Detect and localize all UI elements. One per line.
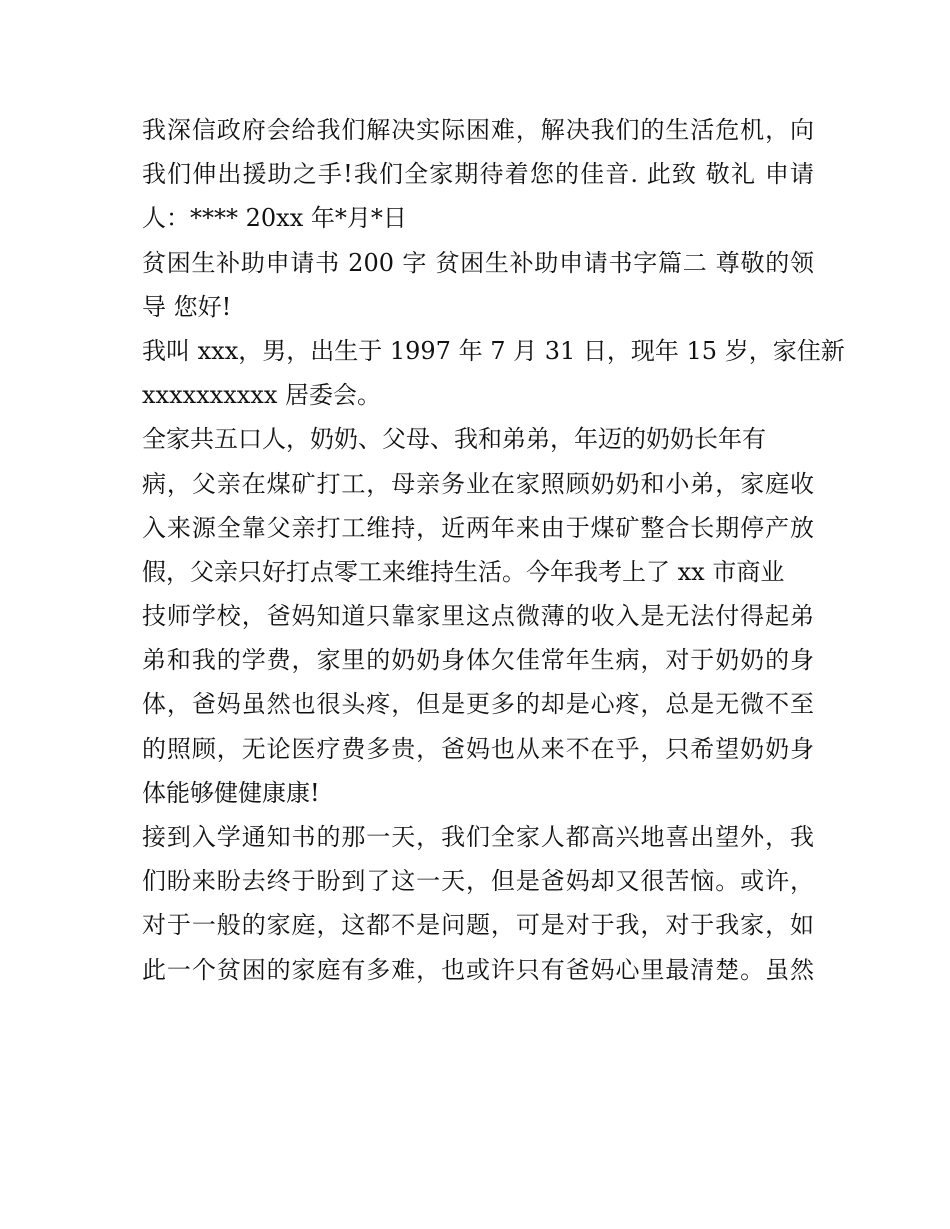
- text-line: 我深信政府会给我们解决实际困难，解决我们的生活危机，向: [142, 116, 814, 144]
- text-line: 的照顾，无论医疗费多贵，爸妈也从来不在乎，只希望奶奶身: [142, 734, 814, 763]
- text-line: 我们伸出援助之手!我们全家期待着您的佳音. 此致 敬礼 申请: [142, 160, 814, 189]
- text-line: 体，爸妈虽然也很头疼，但是更多的却是心疼，总是无微不至: [142, 690, 814, 719]
- text-line: 弟和我的学费，家里的奶奶身体欠佳常年生病，对于奶奶的身: [142, 646, 814, 675]
- text-line: 体能够健健康康!: [142, 778, 320, 807]
- text-line: 我叫 xxx，男，出生于 1997 年 7 月 31 日，现年 15 岁，家住新: [142, 336, 845, 365]
- text-line: 贫困生补助申请书 200 字 贫困生补助申请书字篇二 尊敬的领: [142, 248, 814, 277]
- text-line: 接到入学通知书的那一天，我们全家人都高兴地喜出望外，我: [142, 823, 814, 851]
- text-line: 全家共五口人，奶奶、父母、我和弟弟，年迈的奶奶长年有: [142, 425, 766, 454]
- text-line: 此一个贫困的家庭有多难，也或许只有爸妈心里最清楚。虽然: [142, 955, 814, 984]
- text-line: 技师学校，爸妈知道只靠家里这点微薄的收入是无法付得起弟: [142, 602, 814, 631]
- text-line: 导 您好!: [142, 292, 232, 321]
- text-line: 对于一般的家庭，这都不是问题，可是对于我，对于我家，如: [142, 911, 814, 940]
- text-line: 假，父亲只好打点零工来维持生活。今年我考上了 xx 市商业: [142, 557, 785, 586]
- text-line: 入来源全靠父亲打工维持，近两年来由于煤矿整合长期停产放: [142, 513, 814, 542]
- text-line: 病，父亲在煤矿打工，母亲务业在家照顾奶奶和小弟，家庭收: [142, 469, 814, 498]
- text-line: 人：**** 20xx 年*月*日: [142, 204, 407, 233]
- document-body: [142, 108, 845, 992]
- text-line: 们盼来盼去终于盼到了这一天，但是爸妈却又很苦恼。或许，: [142, 867, 814, 896]
- text-line: xxxxxxxxxx 居委会。: [142, 381, 381, 410]
